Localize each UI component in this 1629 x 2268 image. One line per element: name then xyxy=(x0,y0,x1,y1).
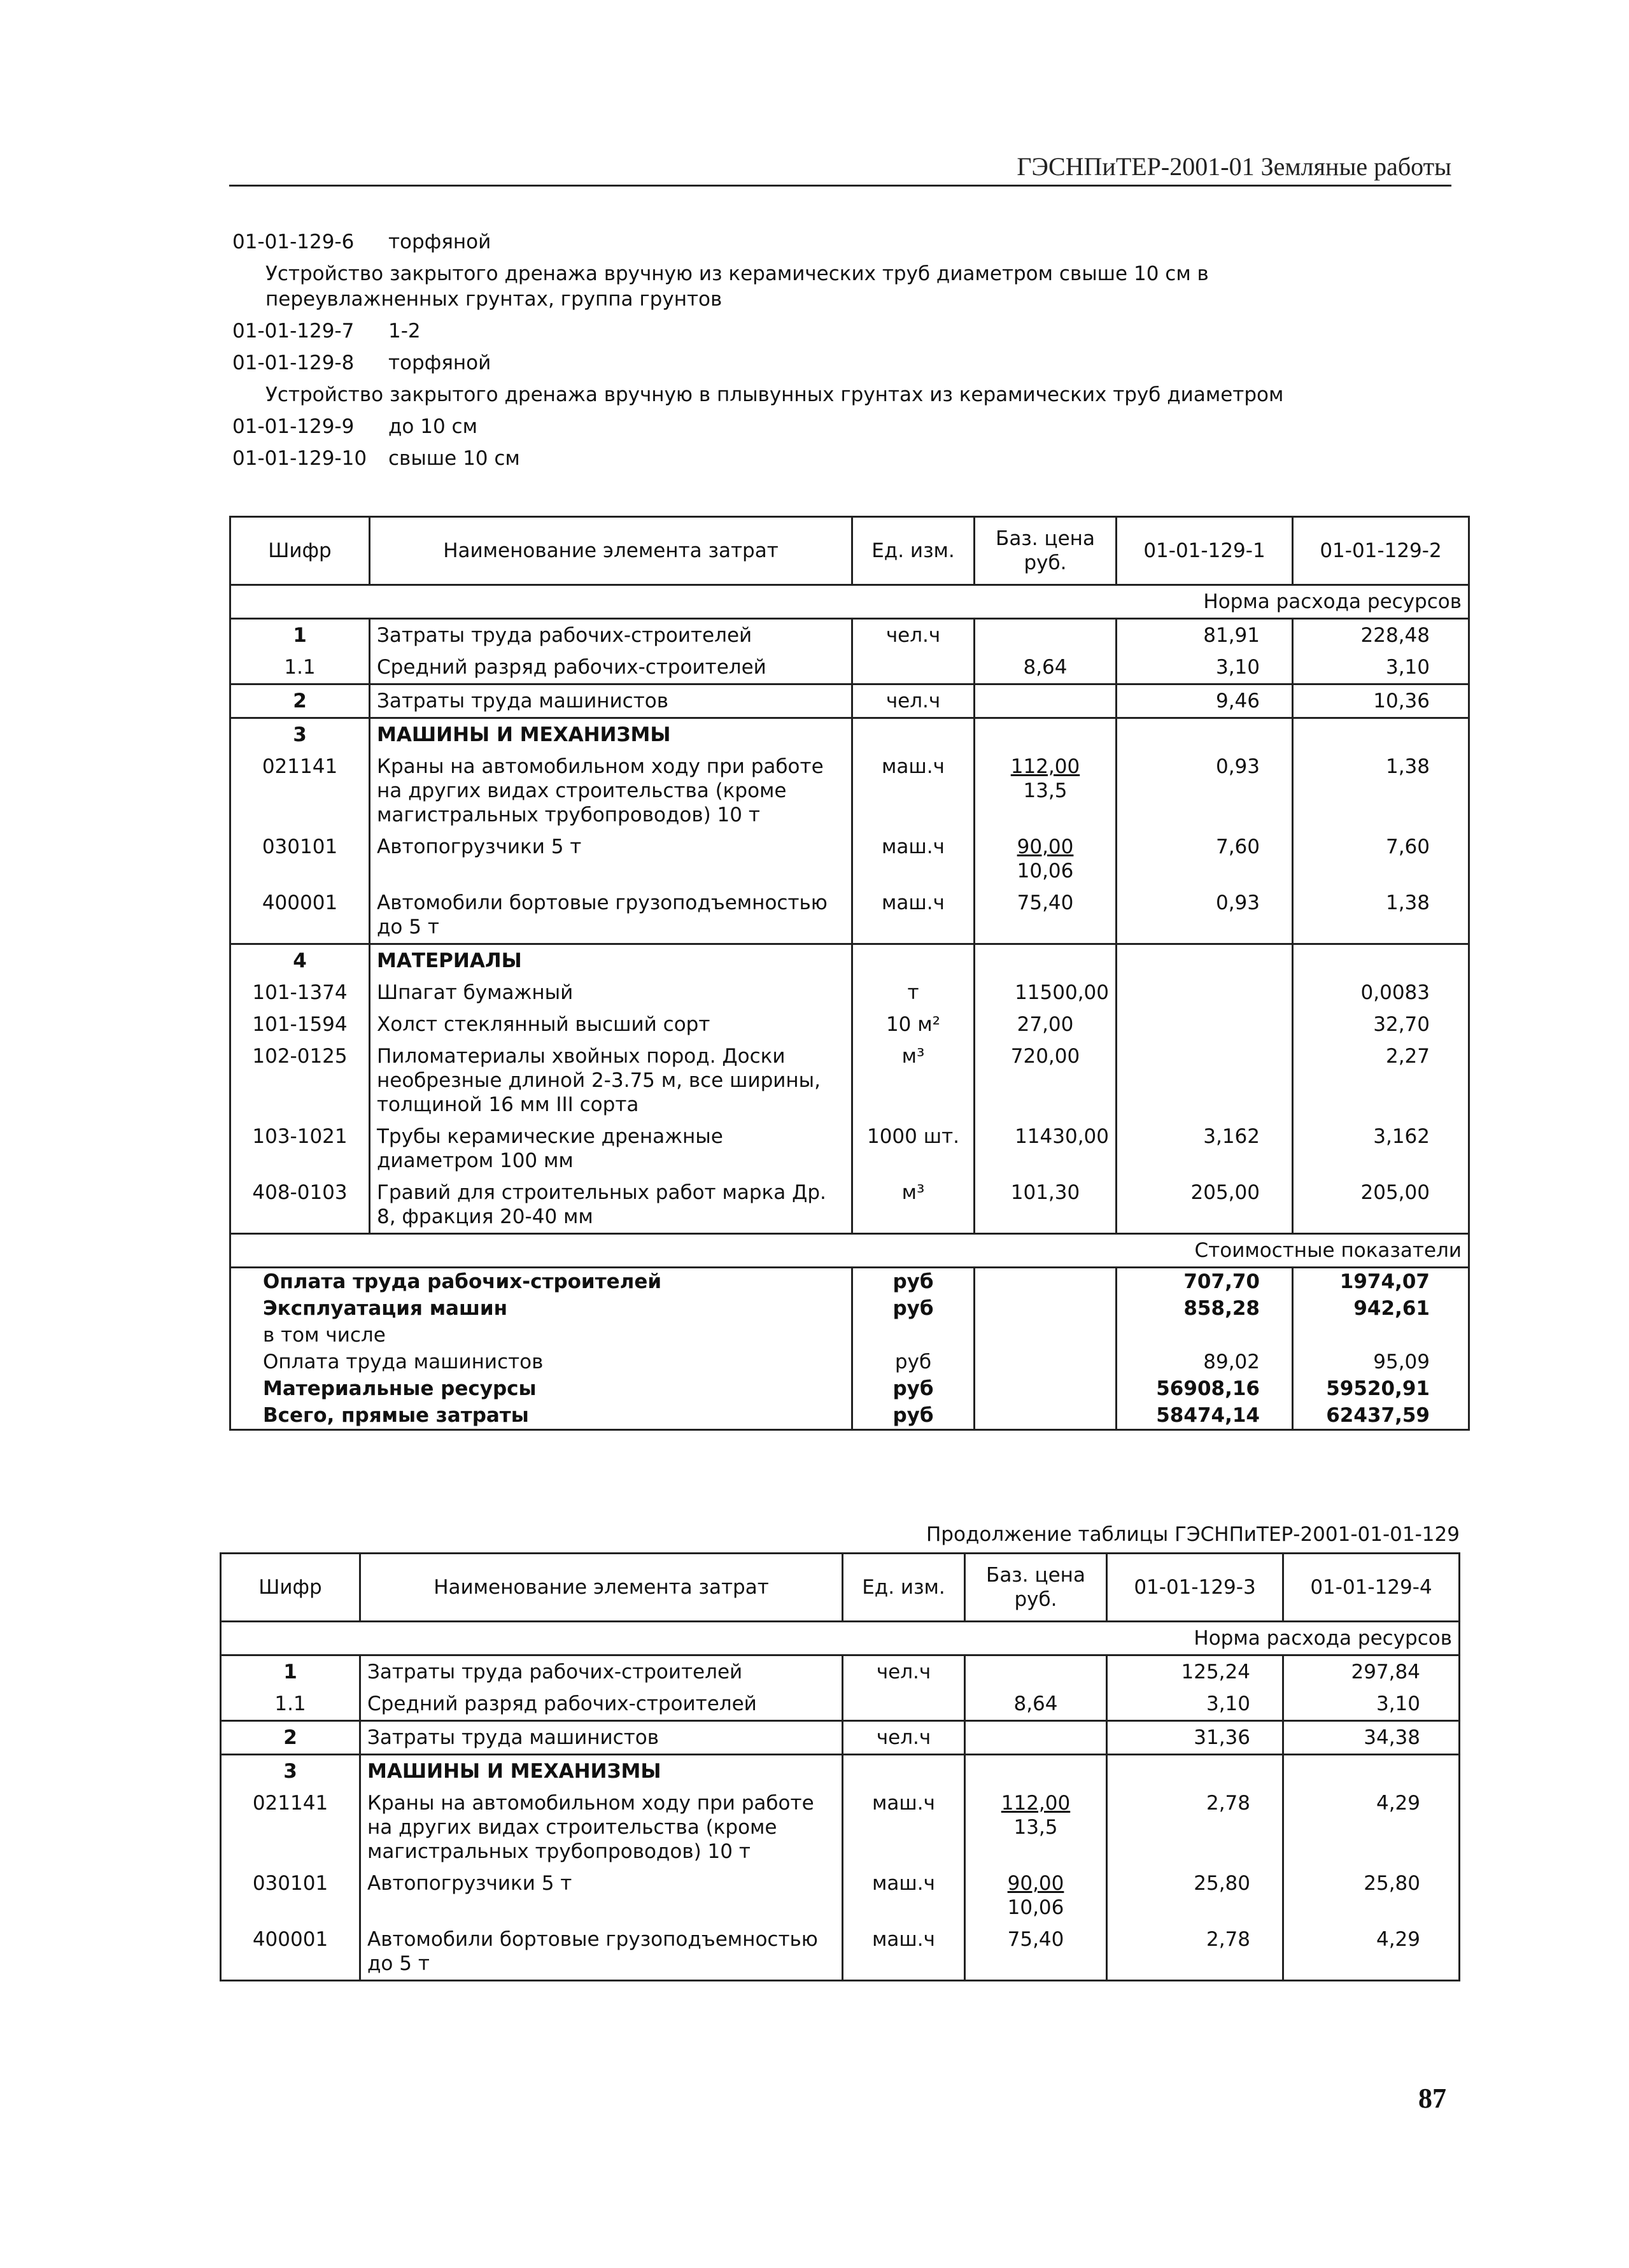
row-price-value: 8,64 xyxy=(1023,656,1068,679)
row-value-1: 3,10 xyxy=(1107,1688,1283,1721)
row-value-1: 125,24 xyxy=(1107,1655,1283,1689)
row-name: МАШИНЫ И МЕХАНИЗМЫ xyxy=(370,718,852,751)
table-row xyxy=(230,944,1469,977)
cost-row xyxy=(230,1402,1469,1430)
table-row xyxy=(230,977,1469,1009)
norm-label-row xyxy=(230,585,1469,619)
row-price-value: 11430,00 xyxy=(1015,1125,1109,1148)
row-unit: чел.ч xyxy=(852,684,975,718)
row-price xyxy=(975,831,1117,887)
row-unit xyxy=(852,718,975,751)
row-unit: м³ xyxy=(852,1177,975,1234)
table-row xyxy=(230,651,1469,684)
row-code: 1.1 xyxy=(230,651,370,684)
cost-value-2 xyxy=(1293,1322,1469,1349)
row-unit xyxy=(852,651,975,684)
cost-value-1: 707,70 xyxy=(1117,1268,1293,1296)
row-unit: т xyxy=(852,977,975,1009)
row-value-1 xyxy=(1117,718,1293,751)
table-row xyxy=(230,751,1469,831)
cost-label-row xyxy=(230,1234,1469,1268)
row-price-value: 90,00 xyxy=(1017,835,1074,858)
table-row xyxy=(230,887,1469,944)
intro-text: до 10 см xyxy=(388,415,477,438)
row-price-secondary: 10,06 xyxy=(1007,1896,1064,1919)
row-value-1: 7,60 xyxy=(1117,831,1293,887)
table-row xyxy=(221,1688,1460,1721)
intro-text: 1-2 xyxy=(388,320,421,343)
intro-line xyxy=(232,446,1442,471)
row-value-2: 7,60 xyxy=(1385,835,1430,858)
row-value-2: 3,162 xyxy=(1373,1125,1430,1148)
row-code: 103-1021 xyxy=(230,1121,370,1177)
cost-value-1: 89,02 xyxy=(1117,1349,1293,1375)
row-unit: 10 м² xyxy=(852,1009,975,1040)
row-value-2 xyxy=(1293,944,1469,977)
row-value-1 xyxy=(1117,1040,1293,1121)
cost-label-cell: Всего, прямые затраты xyxy=(230,1402,852,1430)
row-value-2: 2,27 xyxy=(1385,1045,1430,1068)
page-header xyxy=(229,146,1451,187)
row-value-1 xyxy=(1117,944,1293,977)
cost-unit: руб xyxy=(852,1402,975,1430)
row-price xyxy=(965,1688,1107,1721)
row-value-2: 0,0083 xyxy=(1360,981,1430,1004)
row-name: Автопогрузчики 5 т xyxy=(370,831,852,887)
row-price-secondary: 10,06 xyxy=(1017,860,1074,882)
intro-desc: Устройство закрытого дренажа вручную из керамических труб диаметром свыше 10 см в переувлажненных грунтах, группа грунтов xyxy=(265,262,1209,311)
cost-value-2: 59520,91 xyxy=(1326,1377,1430,1400)
continuation-caption: Продолжение таблицы ГЭСНПиТЕР-2001-01-01-129 xyxy=(926,1523,1460,1546)
row-value-1 xyxy=(1107,1755,1283,1788)
row-unit: чел.ч xyxy=(843,1655,965,1689)
header-price: Баз. цена руб. xyxy=(975,517,1117,585)
row-value-2: 32,70 xyxy=(1373,1013,1430,1036)
row-value-2: 25,80 xyxy=(1364,1872,1420,1895)
intro-text: торфяной xyxy=(388,230,491,253)
row-code: 2 xyxy=(221,1721,360,1755)
header-col2: 01-01-129-4 xyxy=(1283,1554,1460,1622)
intro-line xyxy=(232,414,1442,439)
row-price xyxy=(975,977,1117,1009)
header-name: Наименование элемента затрат xyxy=(360,1554,843,1622)
intro-line xyxy=(232,318,1442,344)
cost-row xyxy=(230,1375,1469,1402)
row-unit: маш.ч xyxy=(843,1787,965,1868)
cost-label-cell: Оплата труда рабочих-строителей xyxy=(230,1268,852,1296)
cost-unit xyxy=(852,1322,975,1349)
norm-label: Норма расхода ресурсов xyxy=(221,1622,1460,1655)
row-value-1 xyxy=(1117,1009,1293,1040)
cost-base xyxy=(975,1268,1117,1296)
header-price: Баз. цена руб. xyxy=(965,1554,1107,1622)
intro-line xyxy=(232,350,1442,376)
row-value-1: 31,36 xyxy=(1107,1721,1283,1755)
row-price xyxy=(965,1924,1107,1981)
cost-value-2: 62437,59 xyxy=(1326,1404,1430,1427)
row-unit: маш.ч xyxy=(852,831,975,887)
row-code: 2 xyxy=(230,684,370,718)
intro-code: 01-01-129-6 xyxy=(232,230,355,253)
row-value-2: 1,38 xyxy=(1385,755,1430,778)
row-unit: 1000 шт. xyxy=(852,1121,975,1177)
row-price xyxy=(975,751,1117,831)
cost-row xyxy=(230,1268,1469,1296)
table-row xyxy=(230,619,1469,652)
cost-label-cell: Эксплуатация машин xyxy=(230,1295,852,1322)
row-value-2: 228,48 xyxy=(1360,624,1430,647)
cost-value-1: 56908,16 xyxy=(1117,1375,1293,1402)
header-unit: Ед. изм. xyxy=(843,1554,965,1622)
row-price-value: 8,64 xyxy=(1013,1692,1058,1715)
row-code: 101-1594 xyxy=(230,1009,370,1040)
row-price xyxy=(975,1177,1117,1234)
row-price xyxy=(975,619,1117,652)
row-price xyxy=(975,1040,1117,1121)
row-name: Холст стеклянный высший сорт xyxy=(370,1009,852,1040)
row-value-1: 2,78 xyxy=(1107,1924,1283,1981)
intro-code: 01-01-129-10 xyxy=(232,447,367,470)
intro-code: 01-01-129-7 xyxy=(232,320,355,343)
row-value-2: 3,10 xyxy=(1293,651,1469,684)
row-price-value: 112,00 xyxy=(1010,755,1080,778)
cost-value-1: 858,28 xyxy=(1117,1295,1293,1322)
row-value-2: 297,84 xyxy=(1351,1661,1420,1683)
header-unit: Ед. изм. xyxy=(852,517,975,585)
intro-code: 01-01-129-9 xyxy=(232,415,355,438)
row-name: МАШИНЫ И МЕХАНИЗМЫ xyxy=(360,1755,843,1788)
row-unit xyxy=(843,1755,965,1788)
row-name: Краны на автомобильном ходу при работе на других видах строительства (кроме магистральных трубопроводов) 10 т xyxy=(360,1787,843,1868)
row-value-2: 4,29 xyxy=(1376,1792,1420,1815)
table-row xyxy=(230,1121,1469,1177)
table-row xyxy=(221,1924,1460,1981)
table-row xyxy=(221,1721,1460,1755)
resource-table-1 xyxy=(229,516,1470,1431)
cost-row xyxy=(230,1322,1469,1349)
row-code: 030101 xyxy=(230,831,370,887)
row-price xyxy=(965,1868,1107,1924)
cost-label: Стоимостные показатели xyxy=(230,1234,1469,1268)
row-unit: чел.ч xyxy=(843,1721,965,1755)
row-code: 1 xyxy=(221,1655,360,1689)
cost-base xyxy=(975,1322,1117,1349)
table-row xyxy=(230,831,1469,887)
row-value-1: 3,162 xyxy=(1117,1121,1293,1177)
norm-label: Норма расхода ресурсов xyxy=(230,585,1469,619)
row-price-value: 75,40 xyxy=(1017,891,1074,914)
table-row xyxy=(221,1868,1460,1924)
row-unit xyxy=(852,944,975,977)
row-name: Трубы керамические дренажные диаметром 100 мм xyxy=(370,1121,852,1177)
cost-label-cell: в том числе xyxy=(230,1322,852,1349)
header-title: ГЭСНПиТЕР-2001-01 Земляные работы xyxy=(1017,152,1451,181)
row-name: Автомобили бортовые грузоподъемностью до 5 т xyxy=(370,887,852,944)
cost-unit: руб xyxy=(852,1375,975,1402)
norm-label-row xyxy=(221,1622,1460,1655)
page-number: 87 xyxy=(1418,2083,1446,2114)
row-price-value: 75,40 xyxy=(1007,1928,1064,1951)
row-name: Пиломатериалы хвойных пород. Доски необрезные длиной 2-3.75 м, все ширины, толщиной 16 мм III сорта xyxy=(370,1040,852,1121)
row-code: 1.1 xyxy=(221,1688,360,1721)
row-name: Затраты труда рабочих-строителей xyxy=(370,619,852,652)
row-name: МАТЕРИАЛЫ xyxy=(370,944,852,977)
row-unit xyxy=(843,1688,965,1721)
table-header-row xyxy=(221,1554,1460,1622)
row-code: 3 xyxy=(230,718,370,751)
row-code: 030101 xyxy=(221,1868,360,1924)
intro-desc: Устройство закрытого дренажа вручную в плывунных грунтах из керамических труб диаметром xyxy=(265,383,1284,406)
row-unit: чел.ч xyxy=(852,619,975,652)
row-code: 101-1374 xyxy=(230,977,370,1009)
row-value-1: 9,46 xyxy=(1117,684,1293,718)
table-row xyxy=(221,1787,1460,1868)
row-price-value: 101,30 xyxy=(1010,1181,1080,1204)
row-price-value: 720,00 xyxy=(1010,1045,1080,1068)
row-price xyxy=(975,1009,1117,1040)
header-col1: 01-01-129-1 xyxy=(1117,517,1293,585)
row-price-value: 112,00 xyxy=(1001,1792,1071,1815)
cost-value-1 xyxy=(1117,1322,1293,1349)
row-value-2: 205,00 xyxy=(1360,1181,1430,1204)
header-col2: 01-01-129-2 xyxy=(1293,517,1469,585)
row-price-value: 90,00 xyxy=(1007,1872,1064,1895)
row-price xyxy=(975,651,1117,684)
header-code: Шифр xyxy=(230,517,370,585)
row-value-2: 10,36 xyxy=(1293,684,1469,718)
row-unit: маш.ч xyxy=(852,751,975,831)
row-code: 400001 xyxy=(221,1924,360,1981)
row-value-2: 4,29 xyxy=(1283,1924,1460,1981)
table-row xyxy=(230,1009,1469,1040)
row-name: Автомобили бортовые грузоподъемностью до 5 т xyxy=(360,1924,843,1981)
row-name: Краны на автомобильном ходу при работе на других видах строительства (кроме магистральных трубопроводов) 10 т xyxy=(370,751,852,831)
row-price-secondary: 13,5 xyxy=(1023,779,1068,802)
cost-row xyxy=(230,1295,1469,1322)
header-name: Наименование элемента затрат xyxy=(370,517,852,585)
table-row xyxy=(221,1655,1460,1689)
cost-label-cell: Материальные ресурсы xyxy=(230,1375,852,1402)
row-value-2: 34,38 xyxy=(1283,1721,1460,1755)
row-name: Шпагат бумажный xyxy=(370,977,852,1009)
row-price xyxy=(975,684,1117,718)
table-row xyxy=(221,1755,1460,1788)
row-value-1: 25,80 xyxy=(1107,1868,1283,1924)
row-code: 021141 xyxy=(230,751,370,831)
row-unit: маш.ч xyxy=(852,887,975,944)
row-value-1: 0,93 xyxy=(1117,751,1293,831)
cost-unit: руб xyxy=(852,1349,975,1375)
row-code: 021141 xyxy=(221,1787,360,1868)
row-code: 1 xyxy=(230,619,370,652)
table-row xyxy=(230,1177,1469,1234)
row-price xyxy=(965,1787,1107,1868)
intro-text: свыше 10 см xyxy=(388,447,520,470)
header-code: Шифр xyxy=(221,1554,360,1622)
intro-text: торфяной xyxy=(388,351,491,374)
cost-base xyxy=(975,1295,1117,1322)
intro-line xyxy=(232,229,1442,255)
table-row xyxy=(230,684,1469,718)
row-value-2 xyxy=(1293,718,1469,751)
row-name: Гравий для строительных работ марка Др. 8, фракция 20-40 мм xyxy=(370,1177,852,1234)
row-price xyxy=(975,1121,1117,1177)
row-value-1: 81,91 xyxy=(1117,619,1293,652)
row-price-secondary: 13,5 xyxy=(1013,1816,1058,1839)
row-price xyxy=(975,887,1117,944)
row-value-1: 0,93 xyxy=(1117,887,1293,944)
row-name: Затраты труда рабочих-строителей xyxy=(360,1655,843,1689)
row-unit: м³ xyxy=(852,1040,975,1121)
cost-base xyxy=(975,1402,1117,1430)
intro-code: 01-01-129-8 xyxy=(232,351,355,374)
intro-list xyxy=(232,229,1442,478)
row-unit: маш.ч xyxy=(843,1924,965,1981)
header-col1: 01-01-129-3 xyxy=(1107,1554,1283,1622)
row-name: Средний разряд рабочих-строителей xyxy=(370,651,852,684)
cost-base xyxy=(975,1349,1117,1375)
row-value-1: 2,78 xyxy=(1107,1787,1283,1868)
row-code: 102-0125 xyxy=(230,1040,370,1121)
row-price xyxy=(975,718,1117,751)
table-header-row xyxy=(230,517,1469,585)
cost-value-2: 95,09 xyxy=(1373,1350,1430,1373)
row-price xyxy=(965,1655,1107,1689)
row-code: 3 xyxy=(221,1755,360,1788)
cost-unit: руб xyxy=(852,1295,975,1322)
row-name: Затраты труда машинистов xyxy=(370,684,852,718)
row-code: 400001 xyxy=(230,887,370,944)
row-value-1: 3,10 xyxy=(1117,651,1293,684)
row-code: 4 xyxy=(230,944,370,977)
cost-value-2: 1974,07 xyxy=(1339,1270,1430,1293)
row-name: Средний разряд рабочих-строителей xyxy=(360,1688,843,1721)
cost-base xyxy=(975,1375,1117,1402)
row-code: 408-0103 xyxy=(230,1177,370,1234)
cost-value-2: 942,61 xyxy=(1353,1297,1430,1320)
table-row xyxy=(230,1040,1469,1121)
row-name: Затраты труда машинистов xyxy=(360,1721,843,1755)
resource-table-2 xyxy=(220,1552,1460,1981)
row-value-2: 3,10 xyxy=(1283,1688,1460,1721)
row-price-value: 27,00 xyxy=(1017,1013,1074,1036)
row-price xyxy=(975,944,1117,977)
row-value-1 xyxy=(1117,977,1293,1009)
row-price xyxy=(965,1755,1107,1788)
row-name: Автопогрузчики 5 т xyxy=(360,1868,843,1924)
row-value-2 xyxy=(1283,1755,1460,1788)
cost-label-cell: Оплата труда машинистов xyxy=(230,1349,852,1375)
row-unit: маш.ч xyxy=(843,1868,965,1924)
row-price xyxy=(965,1721,1107,1755)
row-value-1: 205,00 xyxy=(1117,1177,1293,1234)
row-price-value: 11500,00 xyxy=(1015,981,1109,1004)
table-row xyxy=(230,718,1469,751)
cost-value-1: 58474,14 xyxy=(1117,1402,1293,1430)
cost-unit: руб xyxy=(852,1268,975,1296)
cost-row xyxy=(230,1349,1469,1375)
row-value-2: 1,38 xyxy=(1293,887,1469,944)
